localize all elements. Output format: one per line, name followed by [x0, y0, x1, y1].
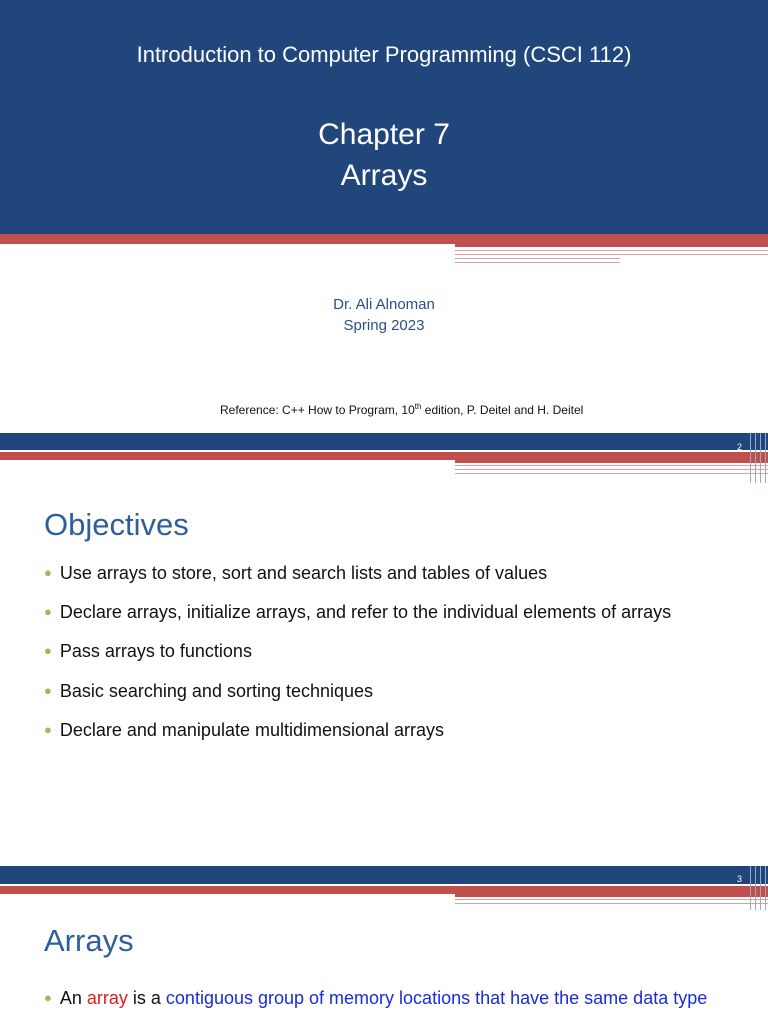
reference-text: Reference: C++ How to Program, 10th edition, P. Deitel and H. Deitel	[220, 402, 584, 417]
slide2-red-bar	[0, 452, 768, 460]
slide3-red-bar-step	[455, 894, 768, 897]
chapter-subtitle: Arrays	[340, 159, 428, 192]
course-title: Introduction to Computer Programming (CSCI 112)	[136, 42, 632, 67]
bullet-dot-icon: ●	[44, 990, 52, 1005]
slide2-red-bar-step	[455, 460, 768, 463]
array-definition: contiguous group of memory locations that have the same data type	[165, 988, 708, 1008]
objective-item: ● Declare arrays, initialize arrays, and refer to the individual elements of arrays	[44, 602, 672, 622]
array-definition-bullet: ● An array is a contiguous group of memory locations that have the same data type	[44, 988, 708, 1008]
objective-item: ● Basic searching and sorting techniques	[44, 681, 374, 701]
slide3-top-bar	[0, 866, 768, 884]
objective-item: ● Use arrays to store, sort and search lists and tables of values	[44, 563, 548, 583]
author-name: Dr. Ali Alnoman	[333, 296, 435, 313]
chapter-title: Chapter 7	[318, 118, 450, 151]
slide3-red-bar	[0, 886, 768, 894]
slide3-pinstripes	[455, 899, 768, 907]
bullet-dot-icon: ●	[44, 604, 52, 619]
objective-item: ● Pass arrays to functions	[44, 641, 252, 661]
slide3-heading: Arrays	[44, 923, 134, 958]
term: Spring 2023	[343, 317, 425, 334]
slide3-vertical-stripes	[748, 866, 768, 910]
bullet-dot-icon: ●	[44, 683, 52, 698]
title-red-bar-step	[455, 244, 768, 247]
keyword-array: array	[86, 988, 128, 1008]
slide2-vertical-stripes	[748, 433, 768, 483]
bullet-dot-icon: ●	[44, 722, 52, 737]
title-red-bar	[0, 234, 768, 244]
slide2-top-bar	[0, 433, 768, 450]
slide2-number: 2	[737, 442, 743, 452]
slide3-number: 3	[737, 874, 743, 884]
bullet-dot-icon: ●	[44, 565, 52, 580]
bullet-dot-icon: ●	[44, 643, 52, 658]
slide2-heading: Objectives	[44, 507, 189, 542]
slide2-pinstripes	[455, 465, 768, 475]
objective-item: ● Declare and manipulate multidimensional arrays	[44, 720, 445, 740]
title-pinstripes	[455, 250, 768, 264]
